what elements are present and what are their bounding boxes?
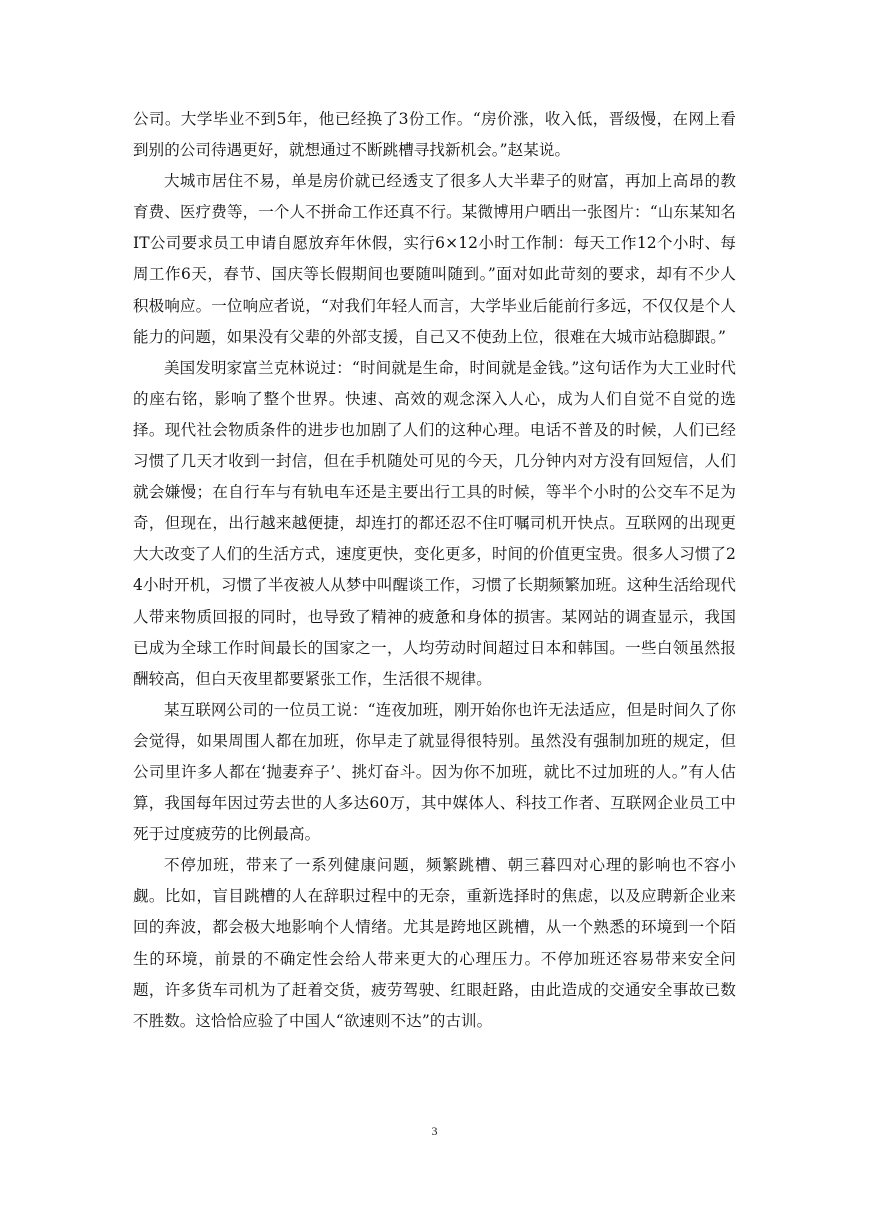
paragraph-continued: 公司。大学毕业不到5年，他已经换了3份工作。“房价涨，收入低，晋级慢，在网上看到别的公司待遇更好，就想通过不断跳槽寻找新机会。”赵某说。 xyxy=(133,110,736,160)
article-body xyxy=(133,104,736,1037)
paragraph-housing-pressure: 大城市居住不易，单是房价就已经透支了很多人大半辈子的财富，再加上高昂的教育费、医疗费等，一个人不拼命工作还真不行。某微博用户晒出一张图片：“山东某知名IT公司要求员工申请自愿放弃年休假，实行6×12小时工作制：每天工作12个小时、每周工作6天，春节、国庆等长假期间也要随叫随到。”面对如此苛刻的要求，却有不少人积极响应。一位响应者说，“对我们年轻人而言，大学毕业后能前行多远，不仅仅是个人能力的问题，如果没有父辈的外部支援，自己又不使劲上位，很难在大城市站稳脚跟。” xyxy=(133,172,736,346)
paragraph-time-is-money: 美国发明家富兰克林说过：“时间就是生命，时间就是金钱。”这句话作为大工业时代的座右铭，影响了整个世界。快速、高效的观念深入人心，成为人们自觉不自觉的选择。现代社会物质条件的进步也加剧了人们的这种心理。电话不普及的时候，人们已经习惯了几天才收到一封信，但在手机随处可见的今天，几分钟内对方没有回短信，人们就会嫌慢；在自行车与有轨电车还是主要出行工具的时候，等半个小时的公交车不足为奇，但现在，出行越来越便捷，却连打的都还忍不住叮嘱司机开快点。互联网的出现更大大改变了人们的生活方式，速度更快，变化更多，时间的价值更宝贵。很多人习惯了24小时开机，习惯了半夜被人从梦中叫醒谈工作，习惯了长期频繁加班。这种生活给现代人带来物质回报的同时，也导致了精神的疲惫和身体的损害。某网站的调查显示，我国已成为全球工作时间最长的国家之一，人均劳动时间超过日本和韩国。一些白领虽然报酬较高，但白天夜里都要紧张工作，生活很不规律。 xyxy=(133,358,736,688)
page-number: 3 xyxy=(431,1124,438,1138)
paragraph-overtime-culture: 某互联网公司的一位员工说：“连夜加班，刚开始你也许无法适应，但是时间久了你会觉得，如果周围人都在加班，你早走了就显得很特别。虽然没有强制加班的规定，但公司里许多人都在‘抛妻弃子’、挑灯奋斗。因为你不加班，就比不过加班的人。”有人估算，我国每年因过劳去世的人多达60万，其中媒体人、科技工作者、互联网企业员工中死于过度疲劳的比例最高。 xyxy=(133,700,736,844)
paragraph-health-problems: 不停加班，带来了一系列健康问题，频繁跳槽、朝三暮四对心理的影响也不容小觑。比如，盲目跳槽的人在辞职过程中的无奈，重新选择时的焦虑，以及应聘新企业来回的奔波，都会极大地影响个人情绪。尤其是跨地区跳槽，从一个熟悉的环境到一个陌生的环境，前景的不确定性会给人带来更大的心理压力。不停加班还容易带来安全问题，许多货车司机为了赶着交货，疲劳驾驶、红眼赶路，由此造成的交通安全事故已数不胜数。这恰恰应验了中国人“欲速则不达”的古训。 xyxy=(133,856,736,1030)
